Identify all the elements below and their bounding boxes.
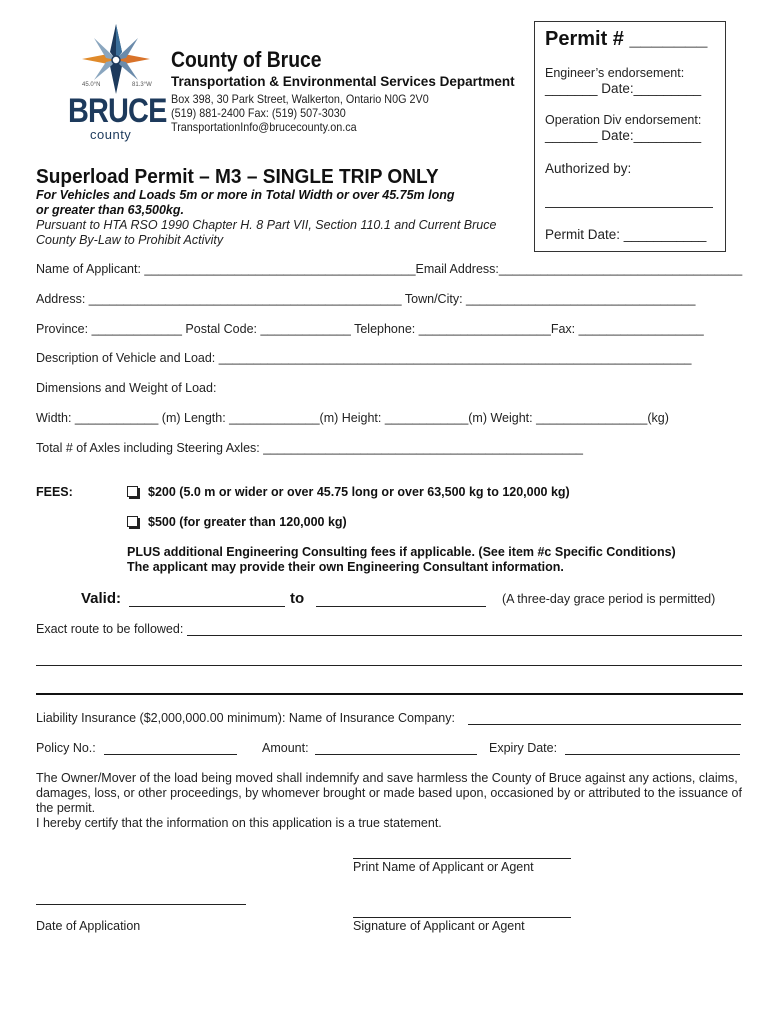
date-of-application-line[interactable]: [36, 904, 246, 905]
pursuant-line-2: County By-Law to Prohibit Activity: [36, 233, 224, 247]
operation-endorsement-label: Operation Div endorsement:: [545, 113, 702, 127]
valid-to-line[interactable]: [316, 606, 486, 607]
route-line-1[interactable]: [187, 635, 742, 636]
date-of-application-label: Date of Application: [36, 919, 141, 933]
subtitle-line-2: or greater than 63,500kg.: [36, 203, 184, 217]
longitude-label: 81.3°W: [132, 82, 152, 88]
dimensions-label: Dimensions and Weight of Load:: [36, 381, 217, 395]
print-name-line[interactable]: [353, 858, 571, 859]
header-title: County of Bruce: [171, 47, 322, 72]
office-use-box: [534, 21, 726, 252]
fee-option-200-label: $200 (5.0 m or wider or over 45.75 long or over 63,500 kg to 120,000 kg): [148, 485, 570, 499]
signature-label: Signature of Applicant or Agent: [353, 919, 525, 933]
form-title: Superload Permit – M3 – SINGLE TRIP ONLY: [36, 165, 439, 188]
permit-number-field[interactable]: Permit # _______: [545, 28, 708, 50]
bruce-county-logo: [68, 24, 167, 144]
checkbox-icon[interactable]: [127, 486, 138, 497]
logo-county-text: county: [90, 127, 132, 142]
policy-label: Policy No.:: [36, 741, 96, 755]
fee-option-500-label: $500 (for greater than 120,000 kg): [148, 515, 347, 529]
dimension-fields[interactable]: Width: ____________ (m) Length: _____________(m) Height: ____________(m) Weight: ________________(kg): [36, 411, 669, 425]
certify-statement: I hereby certify that the information on this application is a true statement.: [36, 816, 442, 830]
route-line-2[interactable]: [36, 665, 742, 666]
route-label: Exact route to be followed:: [36, 622, 184, 636]
indemnity-statement: The Owner/Mover of the load being moved shall indemnify and save harmless the County of Bruce against any actions, claims, damages, loss, or other proceedings, by whomever brought or made based upon, occasioned by or attributed to the issuance of the permit.: [36, 771, 742, 815]
amount-label: Amount:: [262, 741, 309, 755]
route-line-3[interactable]: [36, 693, 743, 695]
logo-bruce-text: BRUCE: [68, 92, 167, 130]
engineering-fees-note-1: PLUS additional Engineering Consulting fees if applicable. (See item #c Specific Conditions): [127, 545, 676, 559]
valid-label: Valid:: [81, 590, 122, 607]
valid-from-line[interactable]: [129, 606, 285, 607]
engineering-fees-note-2: The applicant may provide their own Engineering Consultant information.: [127, 560, 564, 574]
axles-field[interactable]: Total # of Axles including Steering Axles: ______________________________________________: [36, 441, 584, 455]
header-department: Transportation & Environmental Services Department: [171, 74, 515, 89]
insurance-label: Liability Insurance ($2,000,000.00 minimum): Name of Insurance Company:: [36, 711, 455, 725]
fee-option-200[interactable]: [127, 485, 570, 499]
subtitle-line-1: For Vehicles and Loads 5m or more in Total Width or over 45.75m long: [36, 188, 455, 202]
print-name-label: Print Name of Applicant or Agent: [353, 860, 534, 874]
authorized-by-label: Authorized by:: [545, 161, 632, 176]
expiry-label: Expiry Date:: [489, 741, 558, 755]
valid-to-label: to: [290, 590, 305, 607]
applicant-email-fields[interactable]: Name of Applicant: _______________________________________Email Address:___________________________________: [36, 262, 743, 276]
grace-period-note: (A three-day grace period is permitted): [502, 592, 716, 606]
insurance-company-line[interactable]: [468, 724, 741, 725]
checkbox-icon[interactable]: [127, 516, 138, 527]
header-address: Box 398, 30 Park Street, Walkerton, Ontario N0G 2V0: [171, 92, 429, 106]
fee-option-500[interactable]: [127, 515, 347, 529]
pursuant-line-1: Pursuant to HTA RSO 1990 Chapter H. 8 Part VII, Section 110.1 and Current Bruce: [36, 218, 497, 232]
authorized-by-line[interactable]: [545, 207, 713, 208]
address-town-fields[interactable]: Address: _____________________________________________ Town/City: _________________________________: [36, 292, 696, 306]
policy-line[interactable]: [104, 754, 237, 755]
description-field[interactable]: Description of Vehicle and Load: ____________________________________________________________________: [36, 351, 692, 365]
engineer-endorsement-label: Engineer’s endorsement:: [545, 66, 685, 80]
latitude-label: 45.0°N: [82, 82, 101, 88]
signature-line[interactable]: [353, 917, 571, 918]
engineer-endorsement-date[interactable]: _______ Date:_________: [545, 81, 702, 96]
fees-label: FEES:: [36, 485, 73, 499]
header-phone-fax: (519) 881-2400 Fax: (519) 507-3030: [171, 106, 346, 120]
operation-endorsement-date[interactable]: _______ Date:_________: [545, 128, 702, 143]
amount-line[interactable]: [315, 754, 477, 755]
province-postal-phone-fax-fields[interactable]: Province: _____________ Postal Code: _____________ Telephone: ___________________Fax: __________________: [36, 322, 704, 336]
permit-date-field[interactable]: Permit Date: ___________: [545, 227, 707, 242]
expiry-line[interactable]: [565, 754, 740, 755]
header-email: TransportationInfo@brucecounty.on.ca: [171, 120, 357, 134]
